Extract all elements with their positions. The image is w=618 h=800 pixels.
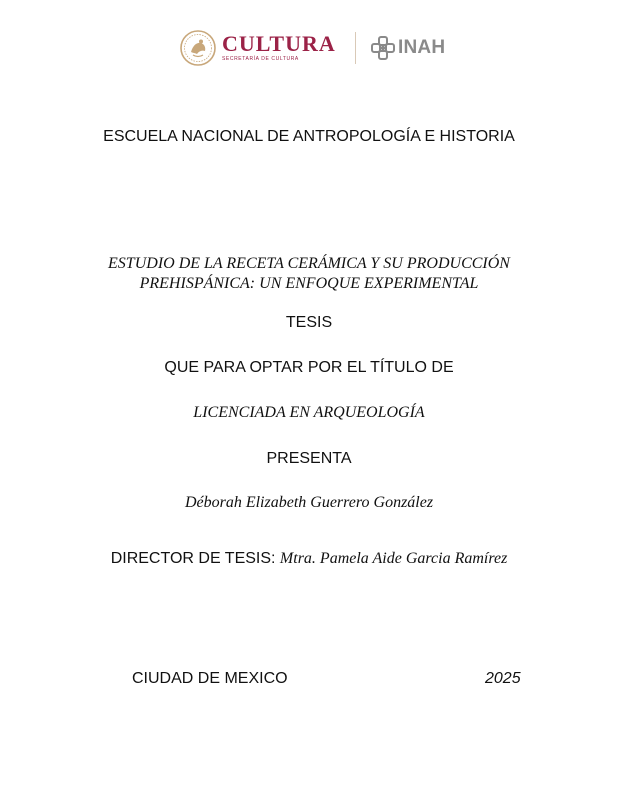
school-name: ESCUELA NACIONAL DE ANTROPOLOGÍA E HISTORIA <box>103 128 515 145</box>
inah-logo <box>370 34 445 62</box>
year: 2025 <box>485 670 521 687</box>
logo-divider <box>355 32 356 64</box>
director-name: Mtra. Pamela Aide Garcia Ramírez <box>279 550 508 567</box>
inah-wordmark: INAH <box>398 37 446 58</box>
mexico-seal-icon <box>180 30 216 66</box>
city: CIUDAD DE MEXICO <box>132 670 288 687</box>
degree-intro: QUE PARA OPTAR POR EL TÍTULO DE <box>164 359 454 376</box>
inah-glyph-icon <box>370 35 396 61</box>
thesis-title-line-2: PREHISPÁNICA: UN ENFOQUE EXPERIMENTAL <box>139 275 479 292</box>
director-line <box>0 550 618 568</box>
cultura-logo <box>180 27 336 69</box>
cultura-subtitle: SECRETARÍA DE CULTURA <box>222 56 299 62</box>
presenter-label: PRESENTA <box>266 450 352 467</box>
thesis-title <box>0 254 618 294</box>
degree-name: LICENCIADA EN ARQUEOLOGÍA <box>193 404 425 421</box>
author-name: Déborah Elizabeth Guerrero González <box>184 494 434 511</box>
cultura-wordmark: CULTURA <box>222 31 336 56</box>
thesis-title-line-1: ESTUDIO DE LA RECETA CERÁMICA Y SU PRODUCCIÓN <box>108 255 510 272</box>
document-type: TESIS <box>285 314 333 331</box>
director-colon: : <box>271 550 280 567</box>
director-label: DIRECTOR DE TESIS <box>110 550 272 567</box>
